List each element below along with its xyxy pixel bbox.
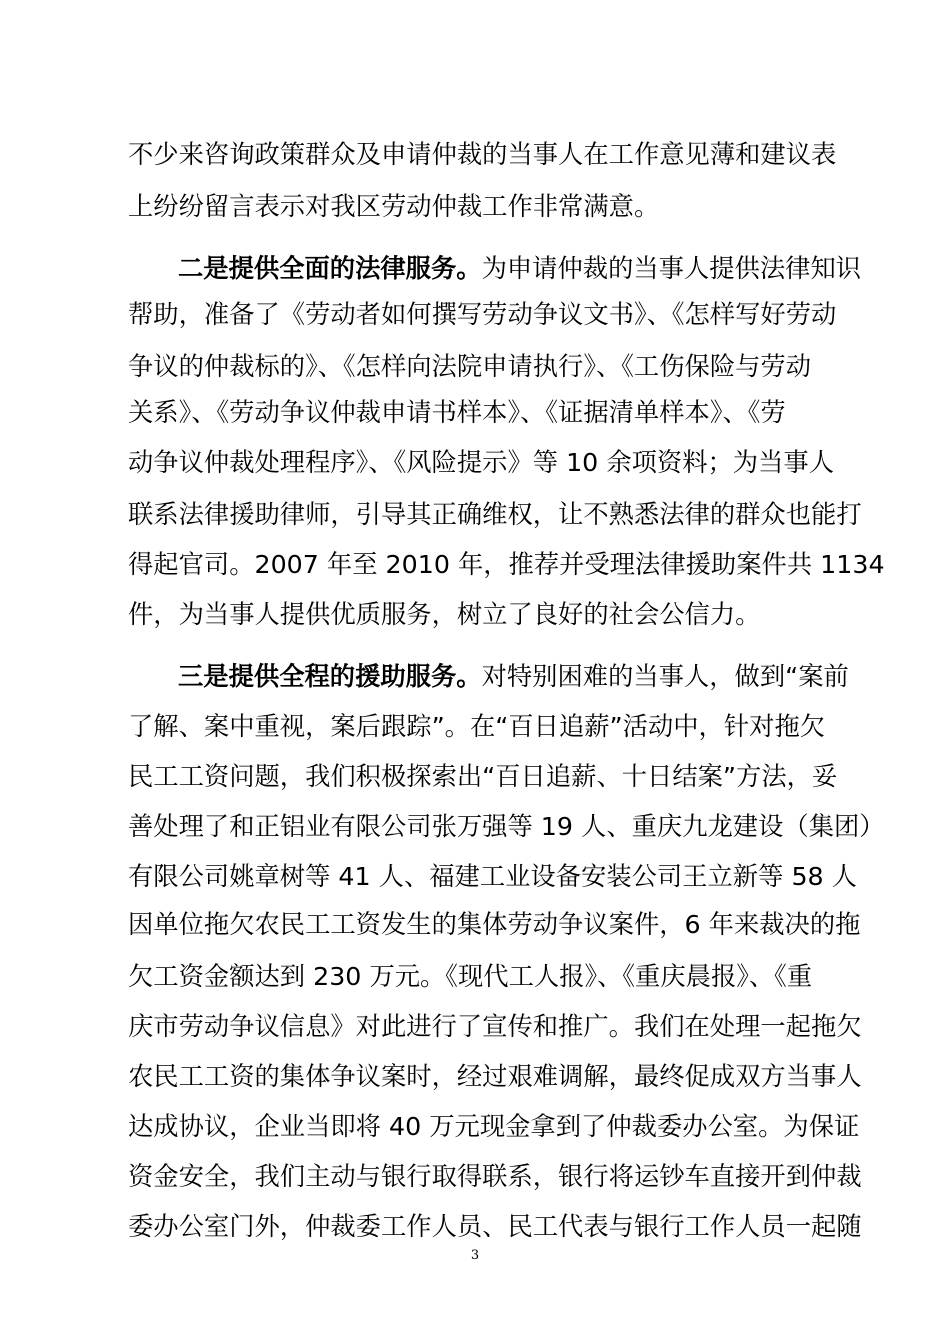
paragraph-1-line-1: 不少来咨询政策群众及申请仲裁的当事人在工作意见薄和建议表 — [128, 140, 837, 169]
paragraph-2-line-2: 帮助，准备了《劳动者如何撰写劳动争议文书》、《怎样写好劳动 — [128, 300, 837, 329]
paragraph-3-line-2: 了解、案中重视，案后跟踪”。在“百日追薪”活动中，针对拖欠 — [128, 712, 826, 741]
paragraph-2-line-3: 争议的仲裁标的》、《怎样向法院申请执行》、《工伤保险与劳动 — [128, 352, 812, 381]
paragraph-3-line-9: 农民工工资的集体争议案时，经过艰难调解，最终促成双方当事人 — [128, 1062, 862, 1091]
paragraph-3-line-4: 善处理了和正铝业有限公司张万强等 19 人、重庆九龙建设（集团） — [128, 812, 885, 841]
paragraph-3-line-1-text: 对特别困难的当事人，做到“案前 — [481, 662, 849, 691]
paragraph-2-line-4: 关系》、《劳动争议仲裁申请书样本》、《证据清单样本》、《劳 — [128, 398, 786, 427]
paragraph-2-line-1-text: 为申请仲裁的当事人提供法律知识 — [481, 254, 862, 283]
paragraph-3-heading: 三是提供全程的援助服务。 — [178, 662, 482, 691]
paragraph-3-line-3: 民工工资问题，我们积极探索出“百日追薪、十日结案”方法，妥 — [128, 762, 838, 791]
paragraph-2-line-6: 联系法律援助律师，引导其正确维权，让不熟悉法律的群众也能打 — [128, 500, 862, 529]
paragraph-3-line-1 — [178, 654, 849, 700]
paragraph-2-heading: 二是提供全面的法律服务。 — [178, 254, 482, 283]
page-number: 3 — [470, 1248, 480, 1263]
paragraph-3-line-6: 因单位拖欠农民工工资发生的集体劳动争议案件，6 年来裁决的拖 — [128, 910, 861, 939]
paragraph-3-line-8: 庆市劳动争议信息》对此进行了宣传和推广。我们在处理一起拖欠 — [128, 1012, 862, 1041]
paragraph-3-line-10: 达成协议，企业当即将 40 万元现金拿到了仲裁委办公室。为保证 — [128, 1112, 860, 1141]
paragraph-3-line-12: 委办公室门外，仲裁委工作人员、民工代表与银行工作人员一起随 — [128, 1212, 862, 1241]
paragraph-2-line-8: 件，为当事人提供优质服务，树立了良好的社会公信力。 — [128, 600, 761, 629]
paragraph-2-line-5: 动争议仲裁处理程序》、《风险提示》等 10 余项资料；为当事人 — [128, 448, 834, 477]
paragraph-3-line-5: 有限公司姚章树等 41 人、福建工业设备安装公司王立新等 58 人 — [128, 862, 857, 891]
paragraph-3-line-7: 欠工资金额达到 230 万元。《现代工人报》、《重庆晨报》、《重 — [128, 962, 813, 991]
paragraph-3-line-11: 资金安全，我们主动与银行取得联系，银行将运钞车直接开到仲裁 — [128, 1162, 862, 1191]
paragraph-1-line-2: 上纷纷留言表示对我区劳动仲裁工作非常满意。 — [128, 192, 660, 221]
paragraph-2-line-1 — [178, 246, 861, 292]
paragraph-2-line-7: 得起官司。2007 年至 2010 年，推荐并受理法律援助案件共 1134 — [128, 550, 885, 579]
